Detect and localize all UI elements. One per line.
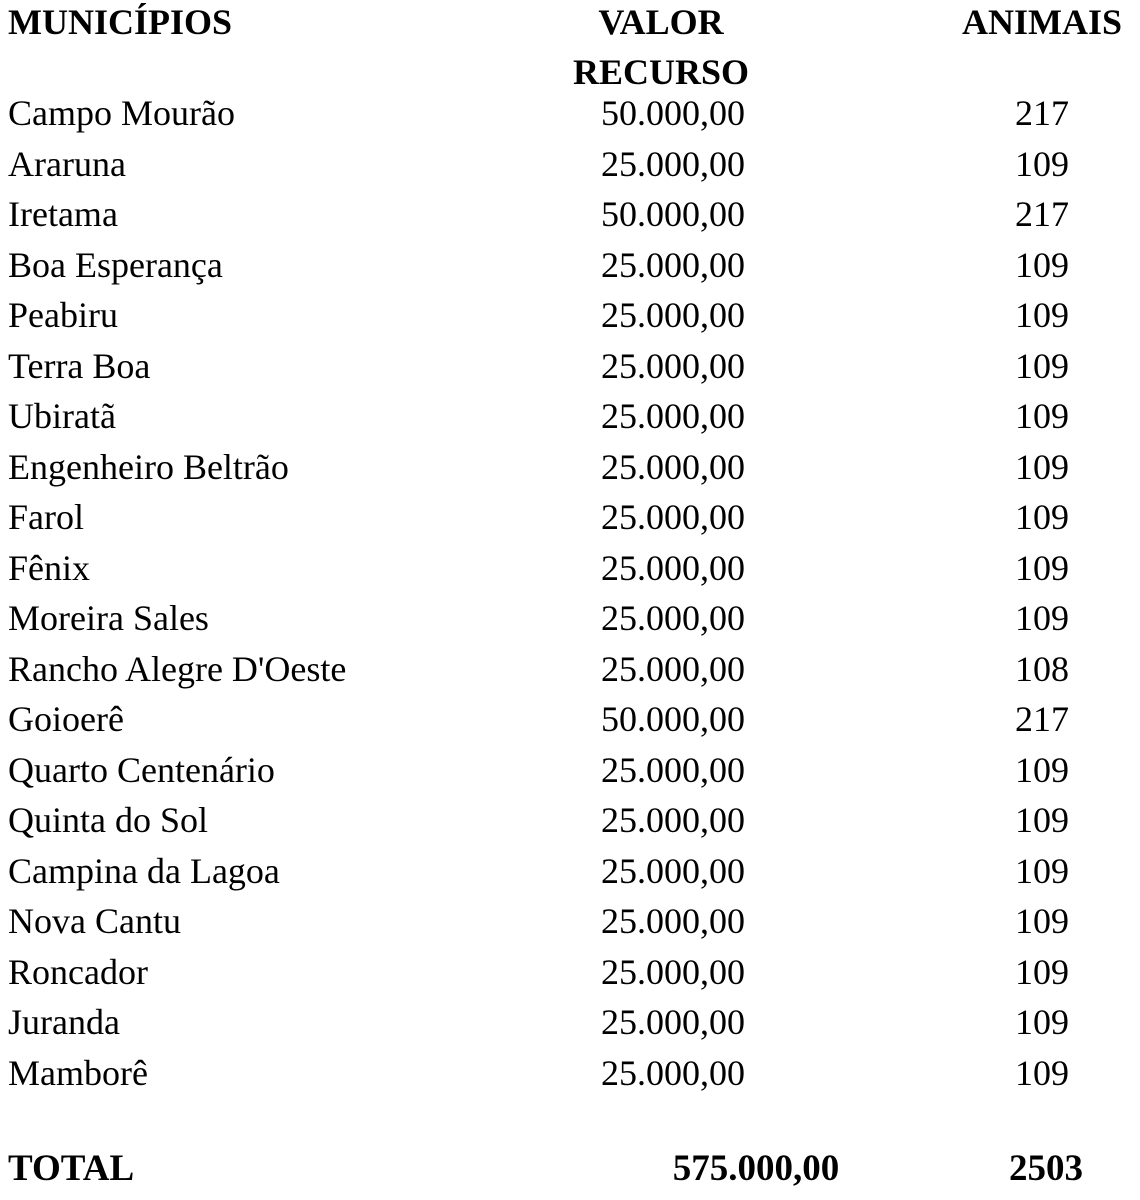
animais-value: 109 bbox=[1015, 800, 1069, 840]
valor-recurso-value: 25.000,00 bbox=[601, 446, 745, 487]
animais-value: 109 bbox=[1015, 244, 1069, 285]
municipality-name: Peabiru bbox=[8, 295, 118, 335]
table-row bbox=[0, 341, 1140, 392]
animais-value: 108 bbox=[1015, 648, 1069, 689]
table-row bbox=[0, 1048, 1140, 1099]
valor-recurso-value: 25.000,00 bbox=[601, 749, 745, 790]
table-row bbox=[0, 846, 1140, 897]
table-row bbox=[0, 442, 1140, 493]
valor-recurso-value: 25.000,00 bbox=[601, 800, 745, 840]
table-total-row bbox=[0, 1140, 1140, 1197]
table-row bbox=[0, 593, 1140, 644]
total-label: TOTAL bbox=[8, 1148, 135, 1189]
animais-value: 109 bbox=[1015, 901, 1069, 941]
municipality-name: Boa Esperança bbox=[8, 244, 223, 285]
animais-value: 109 bbox=[1015, 396, 1069, 436]
animais-value: 217 bbox=[1015, 93, 1069, 133]
municipality-name: Fênix bbox=[8, 547, 91, 588]
animais-value: 109 bbox=[1015, 749, 1069, 790]
table-row bbox=[0, 189, 1140, 240]
municipality-name: Ubiratã bbox=[8, 396, 116, 436]
municipality-name: Goioerê bbox=[8, 699, 124, 739]
valor-recurso-value: 25.000,00 bbox=[601, 901, 745, 941]
animais-value: 217 bbox=[1015, 699, 1069, 739]
animais-value: 109 bbox=[1015, 850, 1069, 891]
valor-recurso-value: 25.000,00 bbox=[601, 1002, 745, 1042]
table-row bbox=[0, 644, 1140, 695]
valor-recurso-value: 25.000,00 bbox=[601, 1052, 745, 1093]
table-row bbox=[0, 492, 1140, 543]
valor-recurso-value: 25.000,00 bbox=[601, 295, 745, 335]
municipality-name: Engenheiro Beltrão bbox=[8, 446, 289, 487]
table-row bbox=[0, 290, 1140, 341]
municipality-name: Quinta do Sol bbox=[8, 800, 209, 840]
valor-recurso-value: 25.000,00 bbox=[601, 244, 745, 285]
municipality-name: Mamborê bbox=[8, 1052, 148, 1093]
animais-value: 109 bbox=[1015, 598, 1069, 638]
column-header-municipios: MUNICÍPIOS bbox=[8, 2, 233, 42]
table-row bbox=[0, 240, 1140, 291]
municipality-name: Nova Cantu bbox=[8, 901, 181, 941]
municipality-name: Quarto Centenário bbox=[8, 749, 275, 790]
animais-value: 109 bbox=[1015, 951, 1069, 992]
valor-recurso-value: 25.000,00 bbox=[601, 598, 745, 638]
table-row bbox=[0, 694, 1140, 745]
municipality-name: Juranda bbox=[8, 1002, 120, 1042]
animais-value: 109 bbox=[1015, 547, 1069, 588]
municipality-name: Iretama bbox=[8, 194, 118, 234]
municipality-name: Araruna bbox=[8, 143, 126, 184]
table-row bbox=[0, 543, 1140, 594]
animais-value: 109 bbox=[1015, 1002, 1069, 1042]
municipality-name: Terra Boa bbox=[8, 345, 151, 386]
column-header-animais: ANIMAIS bbox=[962, 2, 1123, 42]
valor-recurso-value: 25.000,00 bbox=[601, 396, 745, 436]
animais-value: 217 bbox=[1015, 194, 1069, 234]
table-body bbox=[0, 88, 1140, 1098]
valor-recurso-value: 25.000,00 bbox=[601, 497, 745, 537]
column-header-valor-recurso: VALOR RECURSO bbox=[572, 2, 750, 92]
valor-recurso-value: 25.000,00 bbox=[601, 345, 745, 386]
animais-value: 109 bbox=[1015, 497, 1069, 537]
table-row bbox=[0, 997, 1140, 1048]
table-row bbox=[0, 391, 1140, 442]
valor-recurso-value: 25.000,00 bbox=[601, 648, 745, 689]
valor-recurso-value: 25.000,00 bbox=[601, 143, 745, 184]
valor-recurso-value: 25.000,00 bbox=[601, 850, 745, 891]
municipality-name: Farol bbox=[8, 497, 84, 537]
municipality-name: Rancho Alegre D'Oeste bbox=[8, 648, 347, 689]
total-valor-recurso: 575.000,00 bbox=[672, 1148, 840, 1189]
total-animais: 2503 bbox=[1009, 1148, 1083, 1189]
valor-recurso-value: 50.000,00 bbox=[601, 699, 745, 739]
valor-recurso-value: 50.000,00 bbox=[601, 93, 745, 133]
table-row bbox=[0, 88, 1140, 139]
animais-value: 109 bbox=[1015, 295, 1069, 335]
table-header-row bbox=[0, 0, 1140, 92]
table-row bbox=[0, 896, 1140, 947]
municipality-name: Moreira Sales bbox=[8, 598, 209, 638]
valor-recurso-value: 25.000,00 bbox=[601, 951, 745, 992]
municipality-name: Roncador bbox=[8, 951, 148, 992]
municipality-name: Campo Mourão bbox=[8, 93, 235, 133]
animais-value: 109 bbox=[1015, 345, 1069, 386]
animais-value: 109 bbox=[1015, 446, 1069, 487]
table-row bbox=[0, 947, 1140, 998]
valor-recurso-value: 25.000,00 bbox=[601, 547, 745, 588]
animais-value: 109 bbox=[1015, 1052, 1069, 1093]
table-row bbox=[0, 795, 1140, 846]
municipality-name: Campina da Lagoa bbox=[8, 850, 280, 891]
table-row bbox=[0, 139, 1140, 190]
valor-recurso-value: 50.000,00 bbox=[601, 194, 745, 234]
table-row bbox=[0, 745, 1140, 796]
animais-value: 109 bbox=[1015, 143, 1069, 184]
